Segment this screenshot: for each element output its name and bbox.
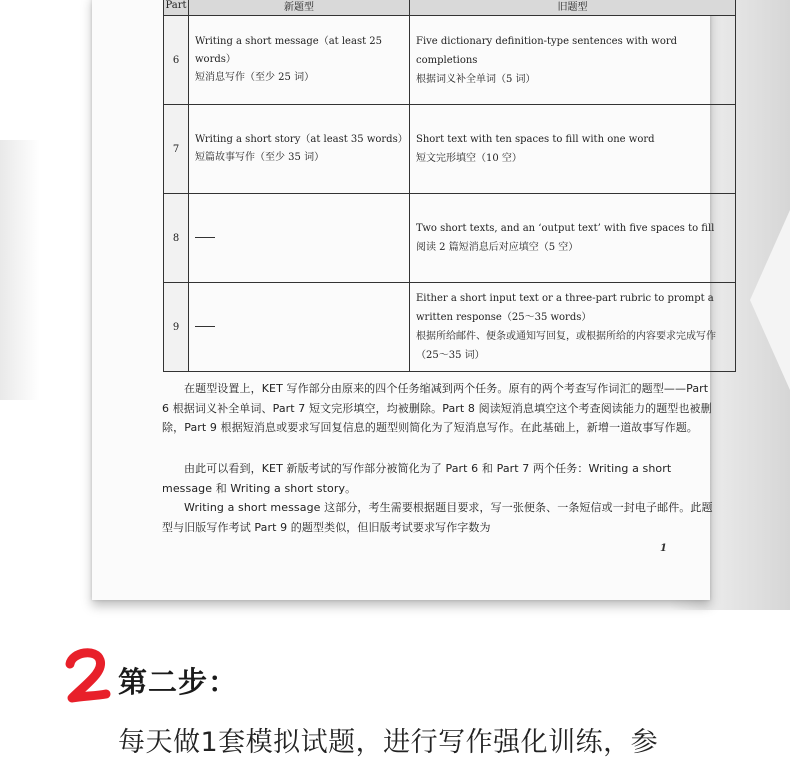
old-type-cell: [410, 105, 736, 194]
empty-dash: [195, 237, 215, 238]
old-type-cn: 阅读 2 篇短消息后对应填空（5 空）: [416, 242, 579, 253]
new-type-cell: [189, 283, 410, 372]
table-row: [164, 194, 736, 283]
table-header-row: [164, 0, 736, 16]
header-old-type: 旧题型: [410, 0, 736, 16]
table-row: [164, 283, 736, 372]
old-type-cell: [410, 194, 736, 283]
table-row: [164, 105, 736, 194]
old-type-cell: [410, 283, 736, 372]
body-paragraph: 在题型设置上，KET 写作部分由原来的四个任务缩减到两个任务。原有的两个考查写作词汇的题型——Part 6 根据词义补全单词、Part 7 短文完形填空，均被删除。Part 8 阅读短消息填空这个考查阅读能力的题型也被删除，Part 9 根据短消息或要求写回复信息的题型则简化为了短消息写作。在此基础上，新增一道故事写作题。: [162, 382, 712, 434]
new-type-cell: [189, 105, 410, 194]
old-type-en: Either a short input text or a three-part rubric to prompt a written response（25～35 words）: [416, 293, 714, 323]
step-description: 每天做1套模拟试题，进行写作强化训练，参: [118, 727, 659, 758]
body-paragraph: 由此可以看到，KET 新版考试的写作部分被简化为了 Part 6 和 Part 7 两个任务：Writing a short message 和 Writing a short story。: [162, 462, 672, 495]
old-type-en: Short text with ten spaces to fill with one word: [416, 134, 655, 145]
header-new-type: 新题型: [189, 0, 410, 16]
new-type-en: Writing a short story（at least 35 words）: [195, 134, 408, 145]
header-part: Part: [164, 0, 189, 16]
old-type-en: Two short texts, and an ‘output text’ with five spaces to fill: [416, 223, 715, 234]
part-number: 7: [164, 105, 189, 194]
background-left-shade: [0, 140, 40, 400]
old-type-cn: 短文完形填空（10 空）: [416, 153, 522, 164]
new-type-en: Writing a short message（at least 25 words）: [195, 36, 382, 65]
old-type-cn: 根据词义补全单词（5 词）: [416, 73, 536, 85]
old-type-cn: 根据所给邮件、便条或通知写回复，或根据所给的内容要求完成写作（25～35 词）: [416, 331, 716, 361]
part-number: 9: [164, 283, 189, 372]
new-type-cell: [189, 194, 410, 283]
new-type-cn: 短篇故事写作（至少 35 词）: [195, 152, 325, 163]
part-number: 6: [164, 16, 189, 105]
old-type-en: Five dictionary definition-type sentences with word completions: [416, 35, 678, 66]
empty-dash: [195, 326, 215, 327]
step-number-2-icon: [62, 646, 112, 708]
comparison-table: [163, 0, 736, 372]
step-title: 第二步：: [118, 665, 239, 699]
old-type-cell: [410, 16, 736, 105]
book-page: [92, 0, 716, 600]
page-number: 1: [660, 543, 667, 554]
body-paragraph: Writing a short message 这部分，考生需要根据题目要求，写一张便条、一条短信或一封电子邮件。此题型与旧版写作考试 Part 9 的题型类似，但旧版考试要求写作字数为: [162, 501, 713, 534]
part-number: 8: [164, 194, 189, 283]
table-row: [164, 16, 736, 105]
background-arrow-shape: [750, 210, 790, 390]
new-type-cell: [189, 16, 410, 105]
new-type-cn: 短消息写作（至少 25 词）: [195, 72, 315, 83]
